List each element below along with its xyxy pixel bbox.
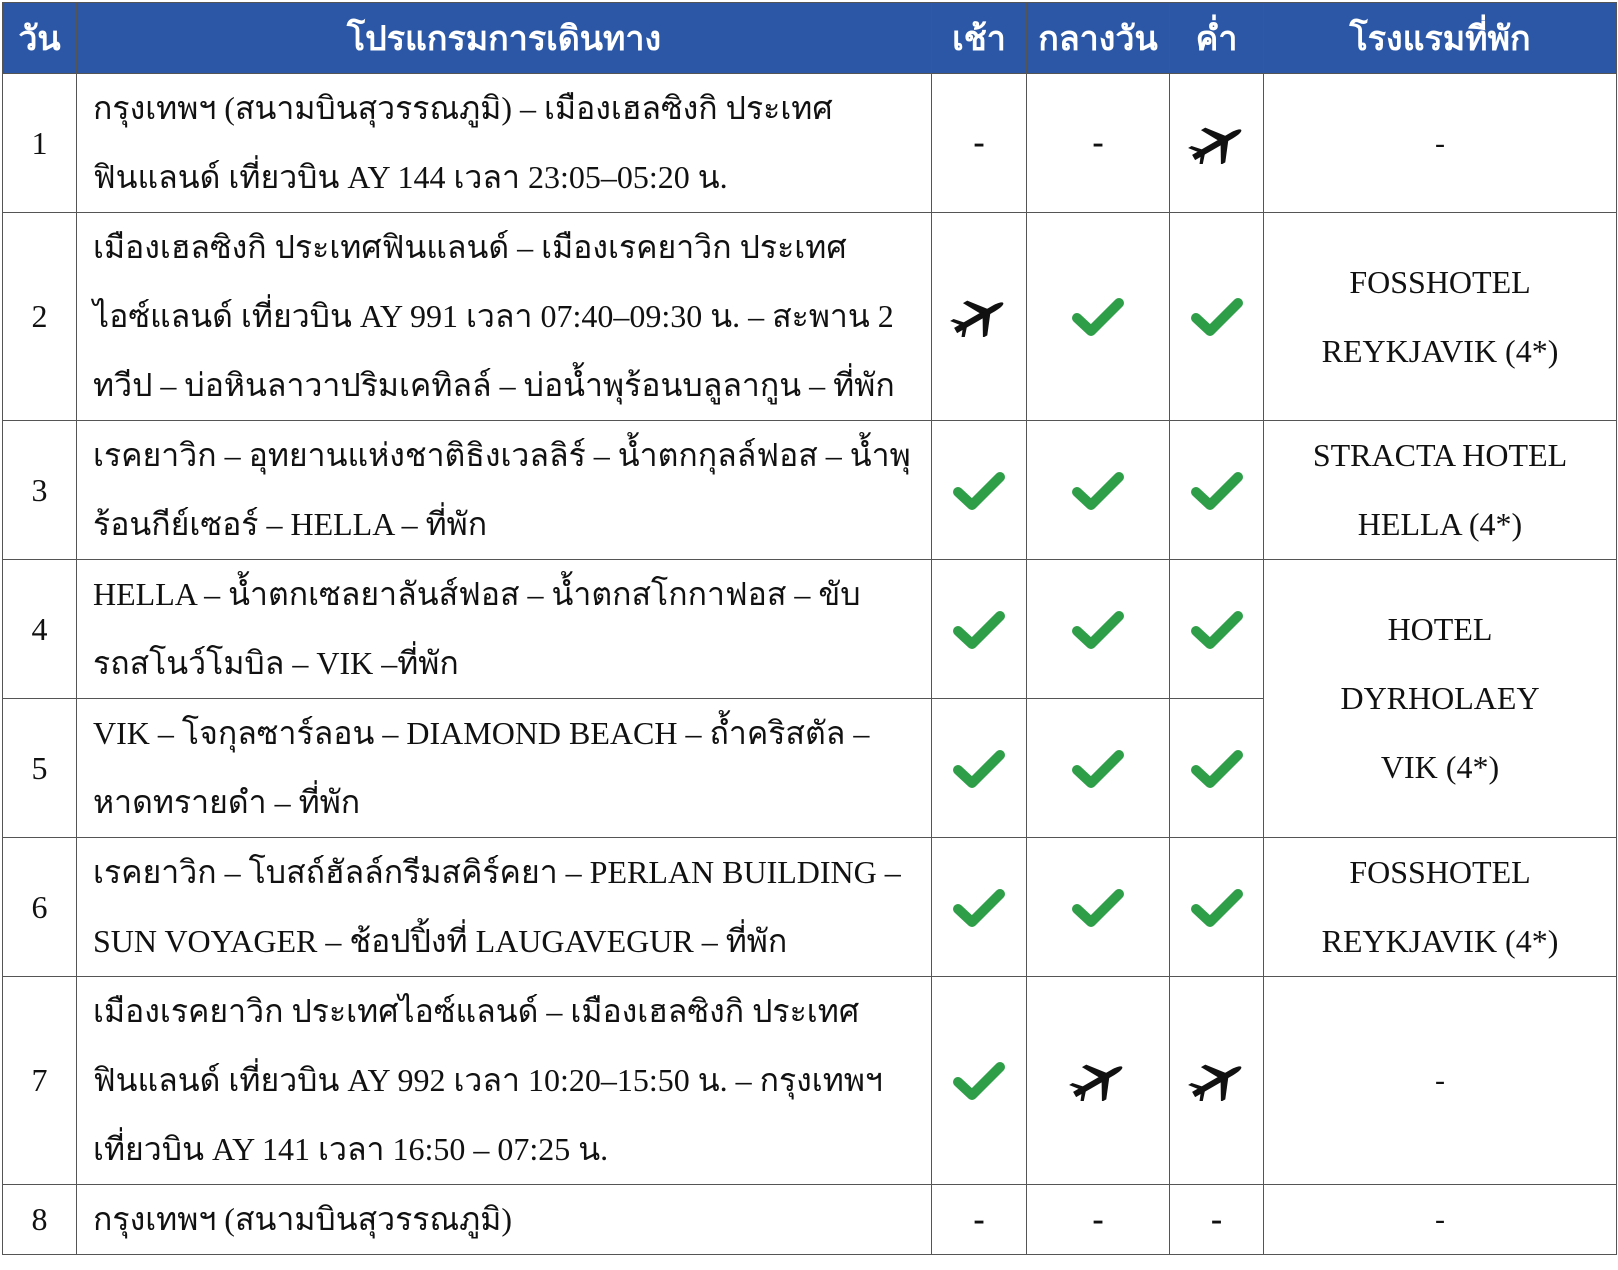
lunch-cell <box>1027 560 1170 699</box>
check-icon <box>952 469 1006 505</box>
hotel-line: - <box>1435 1203 1445 1236</box>
program-line: ไอซ์แลนด์ เที่ยวบิน AY 991 เวลา 07:40–09:30 น. – สะพาน 2 <box>93 298 894 334</box>
breakfast-cell <box>932 1185 1027 1255</box>
day-number: 5 <box>3 699 77 838</box>
dinner-cell <box>1170 560 1264 699</box>
breakfast-cell <box>932 421 1027 560</box>
hotel-line: FOSSHOTEL <box>1349 854 1531 890</box>
hotel-cell <box>1264 977 1617 1185</box>
program-line: เมืองเรคยาวิก ประเทศไอซ์แลนด์ – เมืองเฮลซิงกิ ประเทศ <box>93 993 860 1029</box>
breakfast-cell <box>932 838 1027 977</box>
check-icon <box>1071 469 1125 505</box>
dinner-cell <box>1170 699 1264 838</box>
program-line: SUN VOYAGER – ช้อปปิ้งที่ LAUGAVEGUR – ที่พัก <box>93 923 788 959</box>
dash-mark: - <box>973 1200 985 1238</box>
table-row <box>3 213 1617 421</box>
check-icon <box>1190 469 1244 505</box>
hotel-line: STRACTA HOTEL <box>1312 437 1568 473</box>
check-icon <box>952 1060 1006 1096</box>
hotel-cell <box>1264 560 1617 838</box>
program-cell <box>77 699 932 838</box>
program-line: HELLA – น้ำตกเซลยาลันส์ฟอส – น้ำตกสโกกาฟอส – ขับ <box>93 576 861 612</box>
program-cell <box>77 1185 932 1255</box>
lunch-cell <box>1027 699 1170 838</box>
header-dinner: ค่ำ <box>1170 3 1264 74</box>
program-cell <box>77 421 932 560</box>
itinerary-body <box>3 74 1617 1255</box>
program-cell <box>77 213 932 421</box>
hotel-line: VIK (4*) <box>1380 749 1500 785</box>
table-row <box>3 560 1617 699</box>
day-number: 8 <box>3 1185 77 1255</box>
table-row <box>3 1185 1617 1255</box>
hotel-cell <box>1264 1185 1617 1255</box>
dinner-cell <box>1170 838 1264 977</box>
day-number: 4 <box>3 560 77 699</box>
program-line: เมืองเฮลซิงกิ ประเทศฟินแลนด์ – เมืองเรคยาวิก ประเทศ <box>93 229 847 265</box>
breakfast-cell <box>932 74 1027 213</box>
table-row <box>3 977 1617 1185</box>
program-line: หาดทรายดำ – ที่พัก <box>93 784 361 820</box>
plane-icon <box>1186 1060 1248 1096</box>
hotel-cell <box>1264 838 1617 977</box>
header-program: โปรแกรมการเดินทาง <box>77 3 932 74</box>
hotel-line: HELLA (4*) <box>1357 506 1523 542</box>
hotel-line: - <box>1435 126 1445 160</box>
program-cell <box>77 74 932 213</box>
dash-mark: - <box>973 124 985 161</box>
check-icon <box>952 886 1006 922</box>
lunch-cell <box>1027 421 1170 560</box>
dinner-cell <box>1170 421 1264 560</box>
hotel-line: - <box>1435 1064 1445 1097</box>
program-cell <box>77 560 932 699</box>
table-row <box>3 838 1617 977</box>
plane-icon <box>1067 1060 1129 1096</box>
check-icon <box>952 747 1006 783</box>
program-line: กรุงเทพฯ (สนามบินสุวรรณภูมิ) – เมืองเฮลซิงกิ ประเทศ <box>93 90 833 126</box>
hotel-line: DYRHOLAEY <box>1340 680 1540 716</box>
header-breakfast: เช้า <box>932 3 1027 74</box>
header-row <box>3 3 1617 74</box>
program-line: เรคยาวิก – อุทยานแห่งชาติธิงเวลลิร์ – น้ำตกกุลล์ฟอส – น้ำพุ <box>93 437 911 473</box>
hotel-cell <box>1264 213 1617 421</box>
program-cell <box>77 838 932 977</box>
check-icon <box>1071 747 1125 783</box>
hotel-cell <box>1264 74 1617 213</box>
program-line: ฟินแลนด์ เที่ยวบิน AY 992 เวลา 10:20–15:50 น. – กรุงเทพฯ <box>93 1062 883 1098</box>
dash-mark: - <box>1210 1200 1223 1238</box>
check-icon <box>1190 886 1244 922</box>
hotel-line: REYKJAVIK (4*) <box>1321 923 1559 959</box>
program-line: ฟินแลนด์ เที่ยวบิน AY 144 เวลา 23:05–05:20 น. <box>93 159 728 195</box>
breakfast-cell <box>932 213 1027 421</box>
check-icon <box>1190 747 1244 783</box>
lunch-cell <box>1027 1185 1170 1255</box>
check-icon <box>1071 296 1125 332</box>
hotel-line: FOSSHOTEL <box>1349 263 1531 300</box>
dinner-cell <box>1170 977 1264 1185</box>
lunch-cell <box>1027 74 1170 213</box>
header-hotel: โรงแรมที่พัก <box>1264 3 1617 74</box>
day-number: 1 <box>3 74 77 213</box>
check-icon <box>1190 608 1244 644</box>
plane-icon <box>1186 122 1248 158</box>
hotel-cell <box>1264 421 1617 560</box>
program-line: เรคยาวิก – โบสถ์ฮัลล์กรีมสคิร์คยา – PERLAN BUILDING – <box>93 854 901 890</box>
hotel-line: REYKJAVIK (4*) <box>1321 332 1559 369</box>
day-number: 7 <box>3 977 77 1185</box>
program-line: รถสโนว์โมบิล – VIK –ที่พัก <box>93 645 459 681</box>
dinner-cell <box>1170 74 1264 213</box>
check-icon <box>952 608 1006 644</box>
program-line: เที่ยวบิน AY 141 เวลา 16:50 – 07:25 น. <box>93 1131 609 1167</box>
program-line: กรุงเทพฯ (สนามบินสุวรรณภูมิ) <box>93 1201 512 1237</box>
lunch-cell <box>1027 213 1170 421</box>
lunch-cell <box>1027 838 1170 977</box>
program-line: VIK – โจกุลซาร์ลอน – DIAMOND BEACH – ถ้ำคริสตัล – <box>93 715 870 751</box>
day-number: 2 <box>3 213 77 421</box>
breakfast-cell <box>932 560 1027 699</box>
day-number: 6 <box>3 838 77 977</box>
dash-mark: - <box>1092 124 1104 161</box>
dinner-cell <box>1170 1185 1264 1255</box>
table-row <box>3 421 1617 560</box>
check-icon <box>1071 608 1125 644</box>
header-lunch: กลางวัน <box>1027 3 1170 74</box>
itinerary-table <box>2 2 1617 1255</box>
breakfast-cell <box>932 699 1027 838</box>
breakfast-cell <box>932 977 1027 1185</box>
table-row <box>3 74 1617 213</box>
dinner-cell <box>1170 213 1264 421</box>
program-cell <box>77 977 932 1185</box>
lunch-cell <box>1027 977 1170 1185</box>
day-number: 3 <box>3 421 77 560</box>
check-icon <box>1071 886 1125 922</box>
program-line: ร้อนกีย์เซอร์ – HELLA – ที่พัก <box>93 506 488 542</box>
dash-mark: - <box>1092 1200 1104 1238</box>
program-line: ทวีป – บ่อหินลาวาปริมเคทิลล์ – บ่อน้ำพุร้อนบลูลากูน – ที่พัก <box>93 367 895 403</box>
header-day: วัน <box>3 3 77 74</box>
plane-icon <box>948 296 1010 332</box>
hotel-line: HOTEL <box>1387 611 1493 647</box>
check-icon <box>1190 296 1244 332</box>
